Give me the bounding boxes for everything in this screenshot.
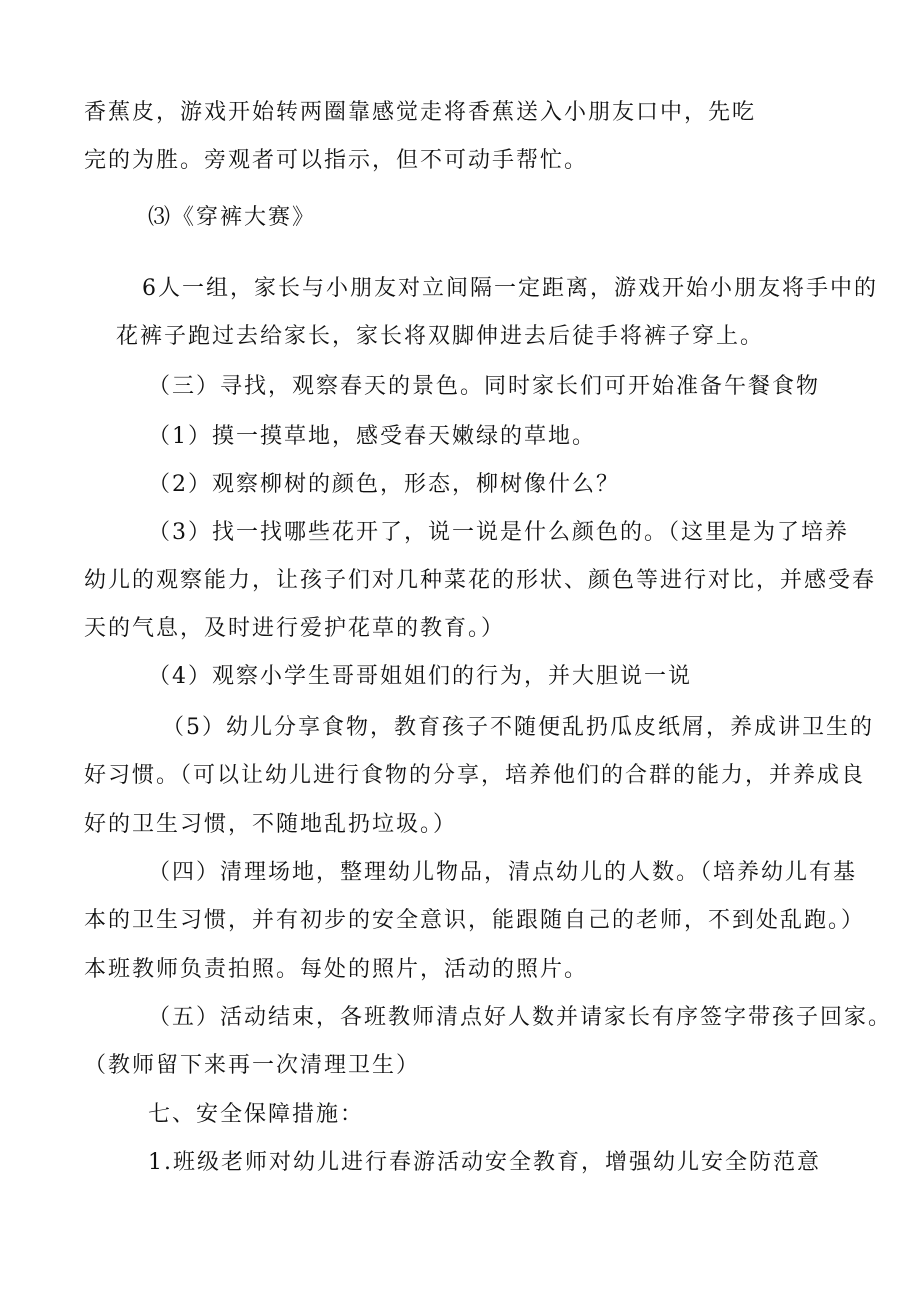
section-heading: （五）活动结束，各班教师清点好人数并请家长有序签字带孩子回家。 [148, 1005, 893, 1030]
text-line: 花裤子跑过去给家长，家长将双脚伸进去后徒手将裤子穿上。 [116, 324, 765, 349]
text-line: 本班教师负责拍照。每处的照片，活动的照片。 [84, 957, 589, 982]
list-item: （4）观察小学生哥哥姐姐们的行为，并大胆说一说 [148, 664, 692, 689]
text-line: 香蕉皮，游戏开始转两圈靠感觉走将香蕉送入小朋友口中，先吃 [84, 100, 757, 125]
text-line: 幼儿的观察能力，让孩子们对几种菜花的形状、颜色等进行对比，并感受春 [84, 568, 877, 593]
section-heading: （四）清理场地，整理幼儿物品，清点幼儿的人数。（培养幼儿有基 [148, 860, 858, 885]
text-line: 好习惯。（可以让幼儿进行食物的分享，培养他们的合群的能力，并养成良 [84, 763, 866, 788]
text-line: 本的卫生习惯，并有初步的安全意识，能跟随自己的老师，不到处乱跑。） [84, 908, 866, 933]
text-line: 6人一组，家长与小朋友对立间隔一定距离，游戏开始小朋友将手中的 [142, 276, 878, 301]
text-line: 天的气息，及时进行爱护花草的教育。） [84, 616, 506, 641]
list-item: （3）找一找哪些花开了，说一说是什么颜色的。（这里是为了培养 [148, 520, 849, 545]
section-heading: ⑶《穿裤大赛》 [148, 205, 317, 230]
list-item: （2）观察柳树的颜色，形态，柳树像什么？ [148, 472, 620, 497]
text-line: 完的为胜。旁观者可以指示，但不可动手帮忙。 [84, 148, 589, 173]
section-heading: （三）寻找，观察春天的景色。同时家长们可开始准备午餐食物 [148, 374, 821, 399]
list-item: （5）幼儿分享食物，教育孩子不随便乱扔瓜皮纸屑，养成讲卫生的 [162, 715, 874, 740]
text-line: 好的卫生习惯，不随地乱扔垃圾。） [84, 812, 458, 837]
list-item: （1）摸一摸草地，感受春天嫩绿的草地。 [148, 424, 596, 449]
text-line: （教师留下来再一次清理卫生） [84, 1053, 421, 1078]
list-item: 1.班级老师对幼儿进行春游活动安全教育，增强幼儿安全防范意 [148, 1150, 821, 1175]
section-heading: 七、安全保障措施： [148, 1102, 365, 1127]
